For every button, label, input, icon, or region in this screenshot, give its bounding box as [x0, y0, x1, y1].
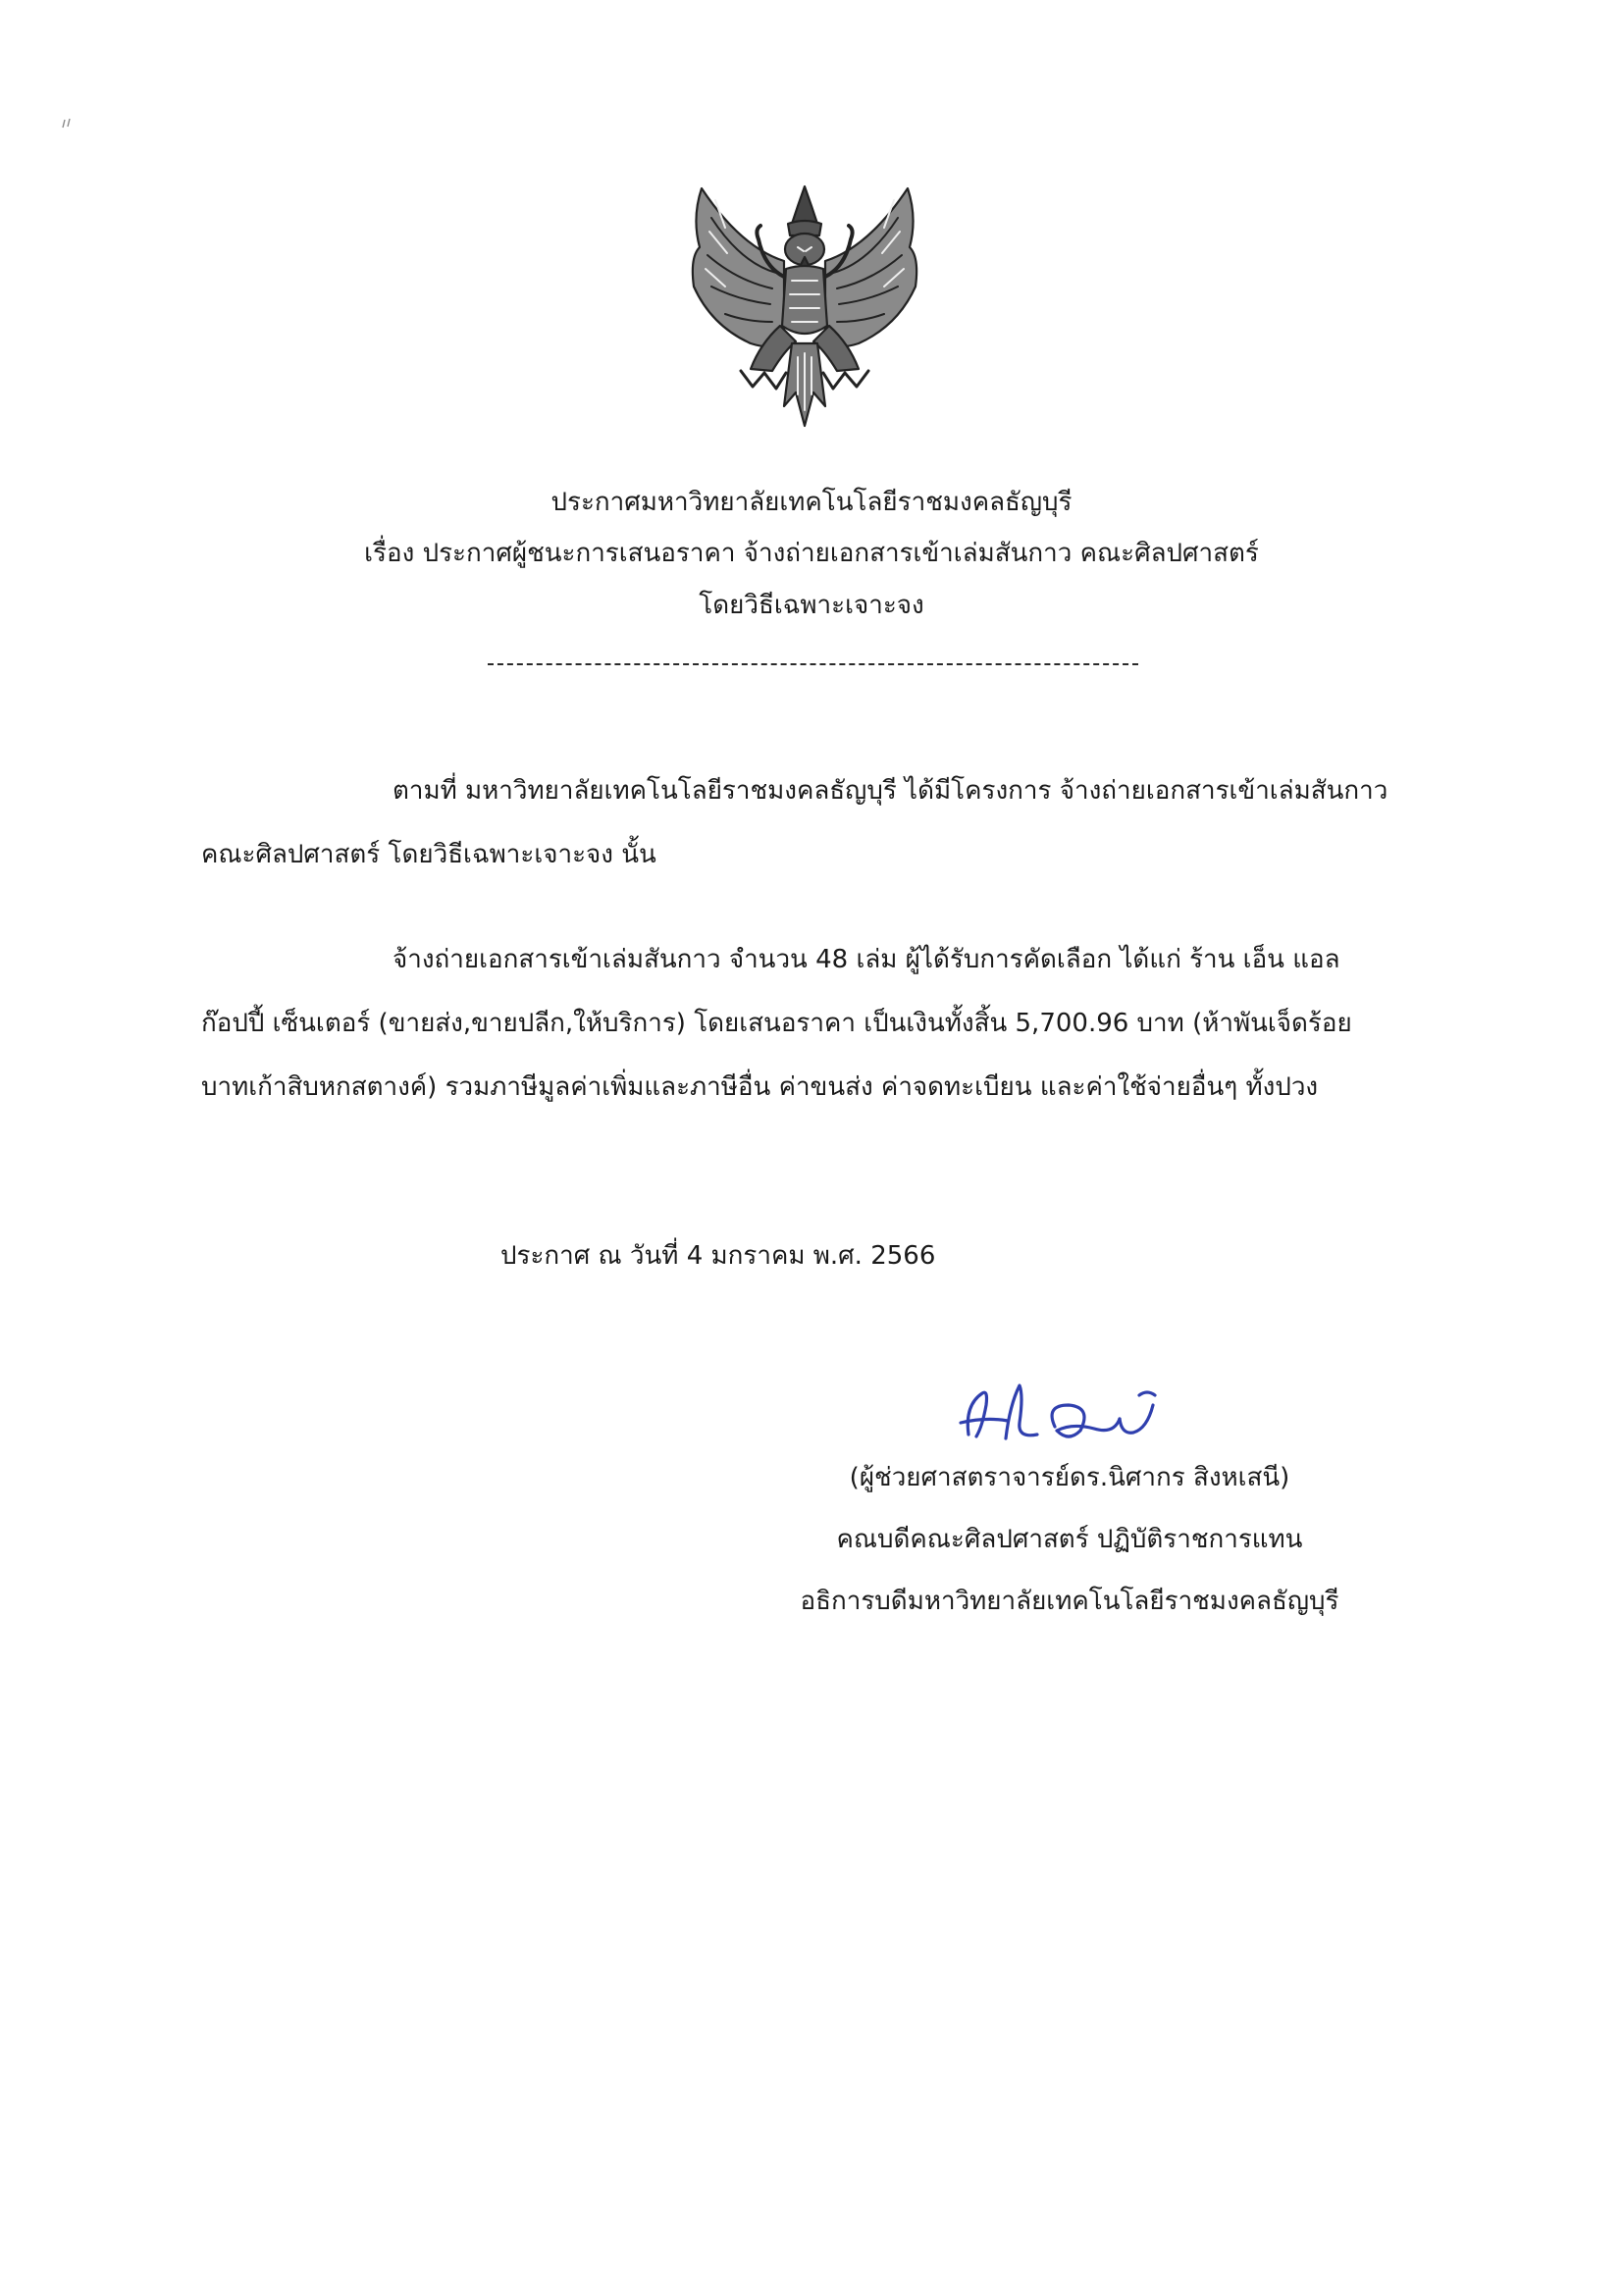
paragraph2-line2: ก๊อปปี้ เซ็นเตอร์ (ขายส่ง,ขายปลีก,ให้บริการ) โดยเสนอราคา เป็นเงินทั้งสิ้น 5,700.96 บาท (ห้าพันเจ็ดร้อย	[201, 1009, 1352, 1038]
scan-mark-icon	[61, 116, 75, 131]
paragraph2-line1: จ้างถ่ายเอกสารเข้าเล่มสันกาว จำนวน 48 เล่ม ผู้ได้รับการคัดเลือก ได้แก่ ร้าน เอ็น แอล	[393, 945, 1340, 974]
paragraph1-line1: ตามที่ มหาวิทยาลัยเทคโนโลยีราชมงคลธัญบุรี ได้มีโครงการ จ้างถ่ายเอกสารเข้าเล่มสันกาว	[393, 776, 1388, 806]
signatory-position-acting: อธิการบดีมหาวิทยาลัยเทคโนโลยีราชมงคลธัญบุรี	[800, 1587, 1339, 1616]
paragraph1-line2: คณะศิลปศาสตร์ โดยวิธีเฉพาะเจาะจง นั้น	[201, 840, 656, 869]
announcement-method: โดยวิธีเฉพาะเจาะจง	[699, 591, 924, 620]
garuda-emblem-icon	[682, 179, 927, 434]
signatory-position: คณบดีคณะศิลปศาสตร์ ปฏิบัติราชการแทน	[836, 1525, 1303, 1554]
announcement-subject: เรื่อง ประกาศผู้ชนะการเสนอราคา จ้างถ่ายเอกสารเข้าเล่มสันกาว คณะศิลปศาสตร์	[364, 539, 1259, 568]
handwritten-signature-icon	[947, 1366, 1192, 1454]
signatory-name: (ผู้ช่วยศาสตราจารย์ดร.นิศากร สิงหเสนี)	[849, 1463, 1290, 1492]
announcement-title: ประกาศมหาวิทยาลัยเทคโนโลยีราชมงคลธัญบุรี	[550, 488, 1073, 517]
announcement-date: ประกาศ ณ วันที่ 4 มกราคม พ.ศ. 2566	[500, 1241, 936, 1271]
header-divider	[488, 663, 1138, 665]
paragraph2-line3: บาทเก้าสิบหกสตางค์) รวมภาษีมูลค่าเพิ่มและภาษีอื่น ค่าขนส่ง ค่าจดทะเบียน และค่าใช้จ่ายอื่นๆ ทั้งปวง	[201, 1072, 1319, 1102]
